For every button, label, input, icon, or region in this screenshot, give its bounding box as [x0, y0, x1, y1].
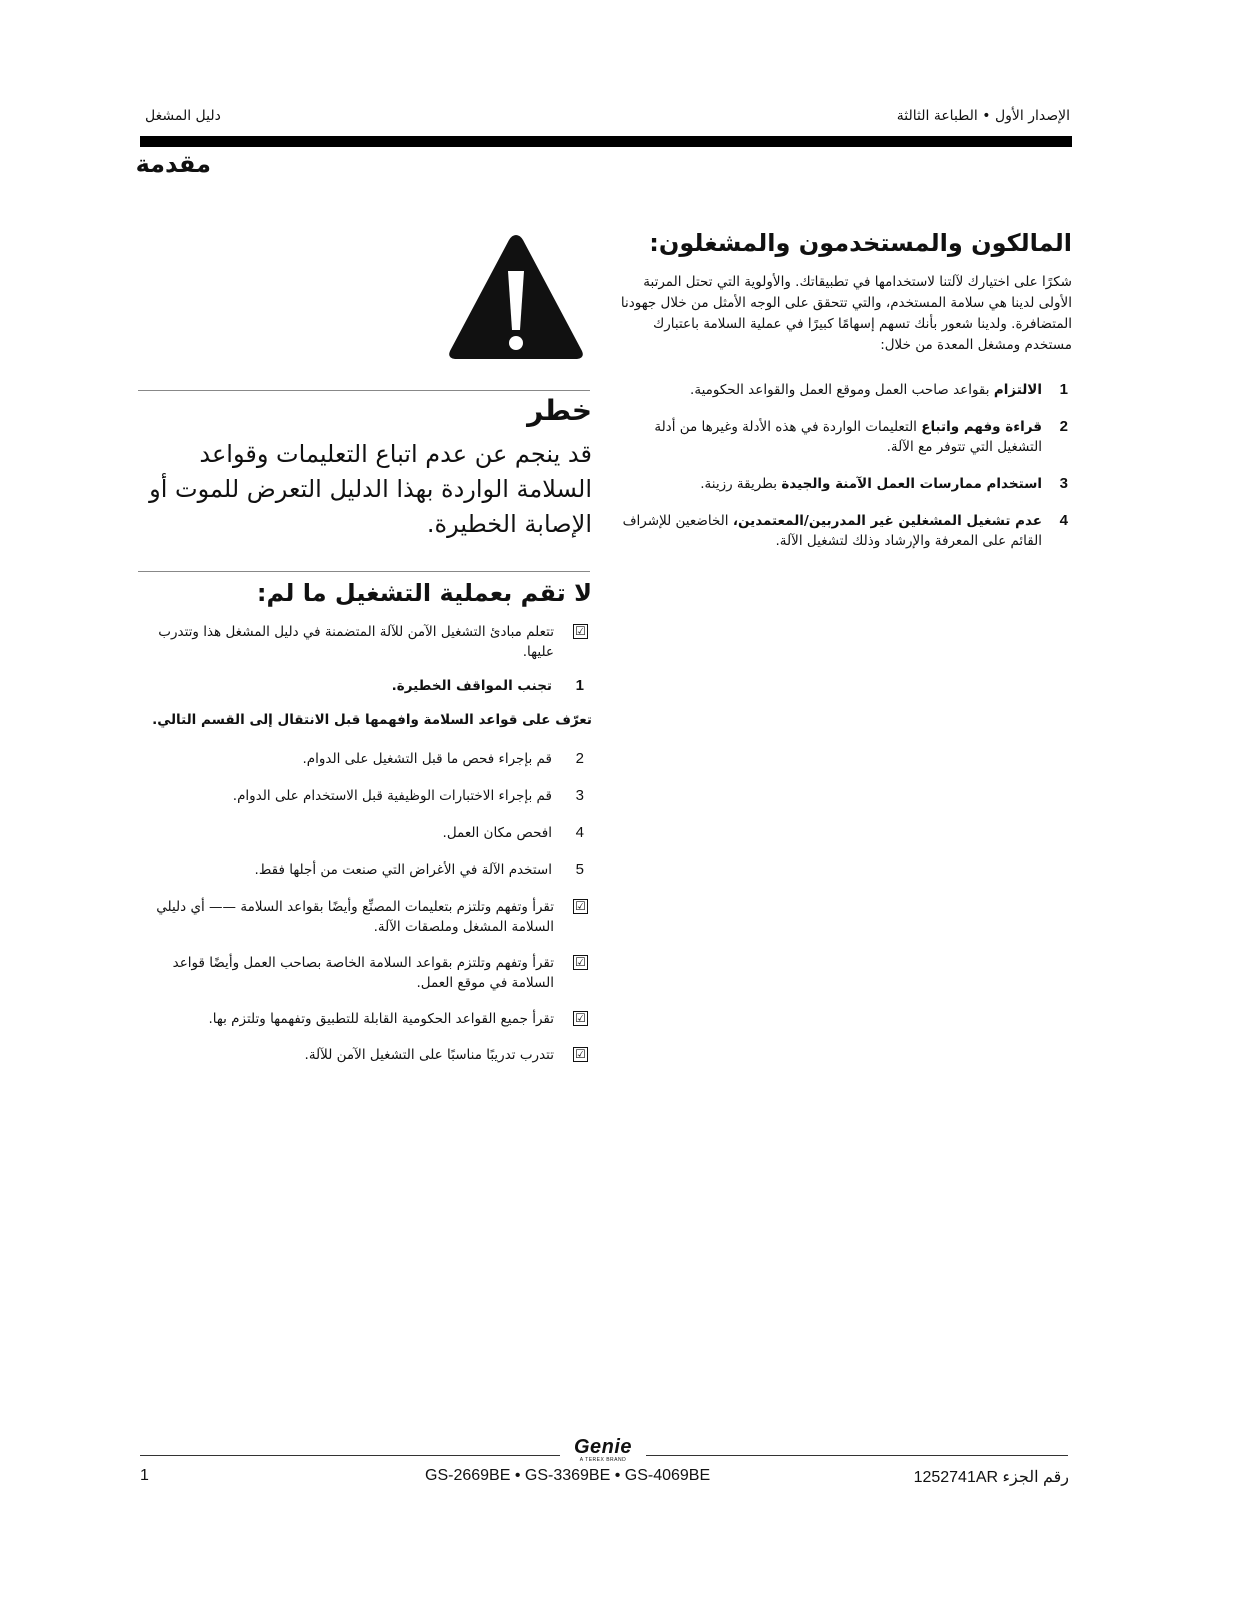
owners-intro: شكرًا على اختيارك لآلتنا لاستخدامها في تطبيقاتك. والأولوية التي تحتل المرتبة الأولى لدينا هي سلامة المستخدم، والتي تتحقق على الوجه الأمثل من خلال جهودنا المتضافرة. ولدينا شعور بأنك تسهم إسهامًا كبيرًا في عملية السلامة باعتبارك مستخدم ومشغل المعدة من خلال:: [620, 274, 1072, 353]
model-numbers: GS-2669BE • GS-3369BE • GS-4069BE: [425, 1467, 711, 1484]
list-item: 1 تجنب المواقف الخطيرة.: [391, 677, 584, 694]
bold-note: تعرّف على قواعد السلامة وافهمها قبل الانتقال إلى القسم التالي.: [152, 712, 592, 728]
page-number: 1: [140, 1467, 149, 1484]
do-not-operate-list: [140, 622, 592, 1081]
divider: [138, 390, 590, 391]
danger-title: خطر: [527, 394, 592, 427]
checklist-item: ☑ تقرأ جميع القواعد الحكومية القابلة للتطبيق وتفهمها وتلتزم بها.: [140, 1009, 592, 1029]
genie-logo: Genie A TEREX BRAND: [573, 1436, 633, 1463]
list-item: 1 الالتزام بقواعد صاحب العمل وموقع العمل والقواعد الحكومية.: [690, 381, 1068, 398]
do-not-operate-title: لا تقم بعملية التشغيل ما لم:: [256, 579, 592, 607]
checkbox-icon: ☑: [573, 1011, 588, 1026]
checklist-item: ☑ تتعلم مبادئ التشغيل الآمن للآلة المتضمنة في دليل المشغل هذا وتتدرب عليها.: [140, 622, 592, 662]
warning-triangle-icon: [446, 229, 586, 364]
checkbox-icon: ☑: [573, 624, 588, 639]
header-edition: الإصدار الأول • الطباعة الثالثة: [896, 108, 1070, 124]
checklist-item: ☑ تتدرب تدريبًا مناسبًا على التشغيل الآمن للآلة.: [140, 1045, 592, 1065]
list-item: 3 قم بإجراء الاختبارات الوظيفية قبل الاستخدام على الدوام.: [232, 787, 584, 804]
divider: [138, 571, 590, 572]
list-item: 3 استخدام ممارسات العمل الآمنة والجيدة بطريقة رزينة.: [700, 475, 1068, 492]
part-number: رقم الجزء 1252741AR: [913, 1469, 1069, 1486]
checklist-item: ☑ تقرأ وتفهم وتلتزم بقواعد السلامة الخاصة بصاحب العمل وأيضًا قواعد السلامة في موقع العمل.: [140, 953, 592, 993]
page-title: مقدمة: [135, 150, 211, 178]
footer-rule: [140, 1455, 560, 1456]
list-item: 2 قم بإجراء فحص ما قبل التشغيل على الدوام.: [302, 750, 584, 767]
list-item: 2 قراءة وفهم واتباع التعليمات الواردة في هذه الأدلة وغيرها من أدلة التشغيل التي تتوفر مع الآلة.: [654, 418, 1068, 455]
list-item: 5 استخدم الآلة في الأغراض التي صنعت من أجلها فقط.: [254, 861, 584, 878]
footer-rule: [646, 1455, 1068, 1456]
header-bar: [140, 136, 1072, 147]
danger-body: قد ينجم عن عدم اتباع التعليمات وقواعد السلامة الواردة بهذا الدليل التعرض للموت أو الإصابة الخطيرة.: [149, 440, 592, 538]
owners-title: المالكون والمستخدمون والمشغلون:: [649, 229, 1072, 257]
list-item: 4 افحص مكان العمل.: [442, 824, 584, 841]
checkbox-icon: ☑: [573, 1047, 588, 1062]
checkbox-icon: ☑: [573, 955, 588, 970]
list-item: 4 عدم تشغيل المشغلين غير المدربين/المعتمدين، الخاضعين للإشراف القائم على المعرفة والإرشاد وذلك لتشغيل الآلة.: [622, 512, 1068, 549]
checklist-item: ☑ تقرأ وتفهم وتلتزم بتعليمات المصنِّع وأيضًا بقواعد السلامة —— أي دليلي السلامة المشغل وملصقات الآلة.: [140, 897, 592, 937]
checkbox-icon: ☑: [573, 899, 588, 914]
owners-list: [620, 380, 1072, 563]
header-manual-name: دليل المشغل: [145, 108, 221, 124]
